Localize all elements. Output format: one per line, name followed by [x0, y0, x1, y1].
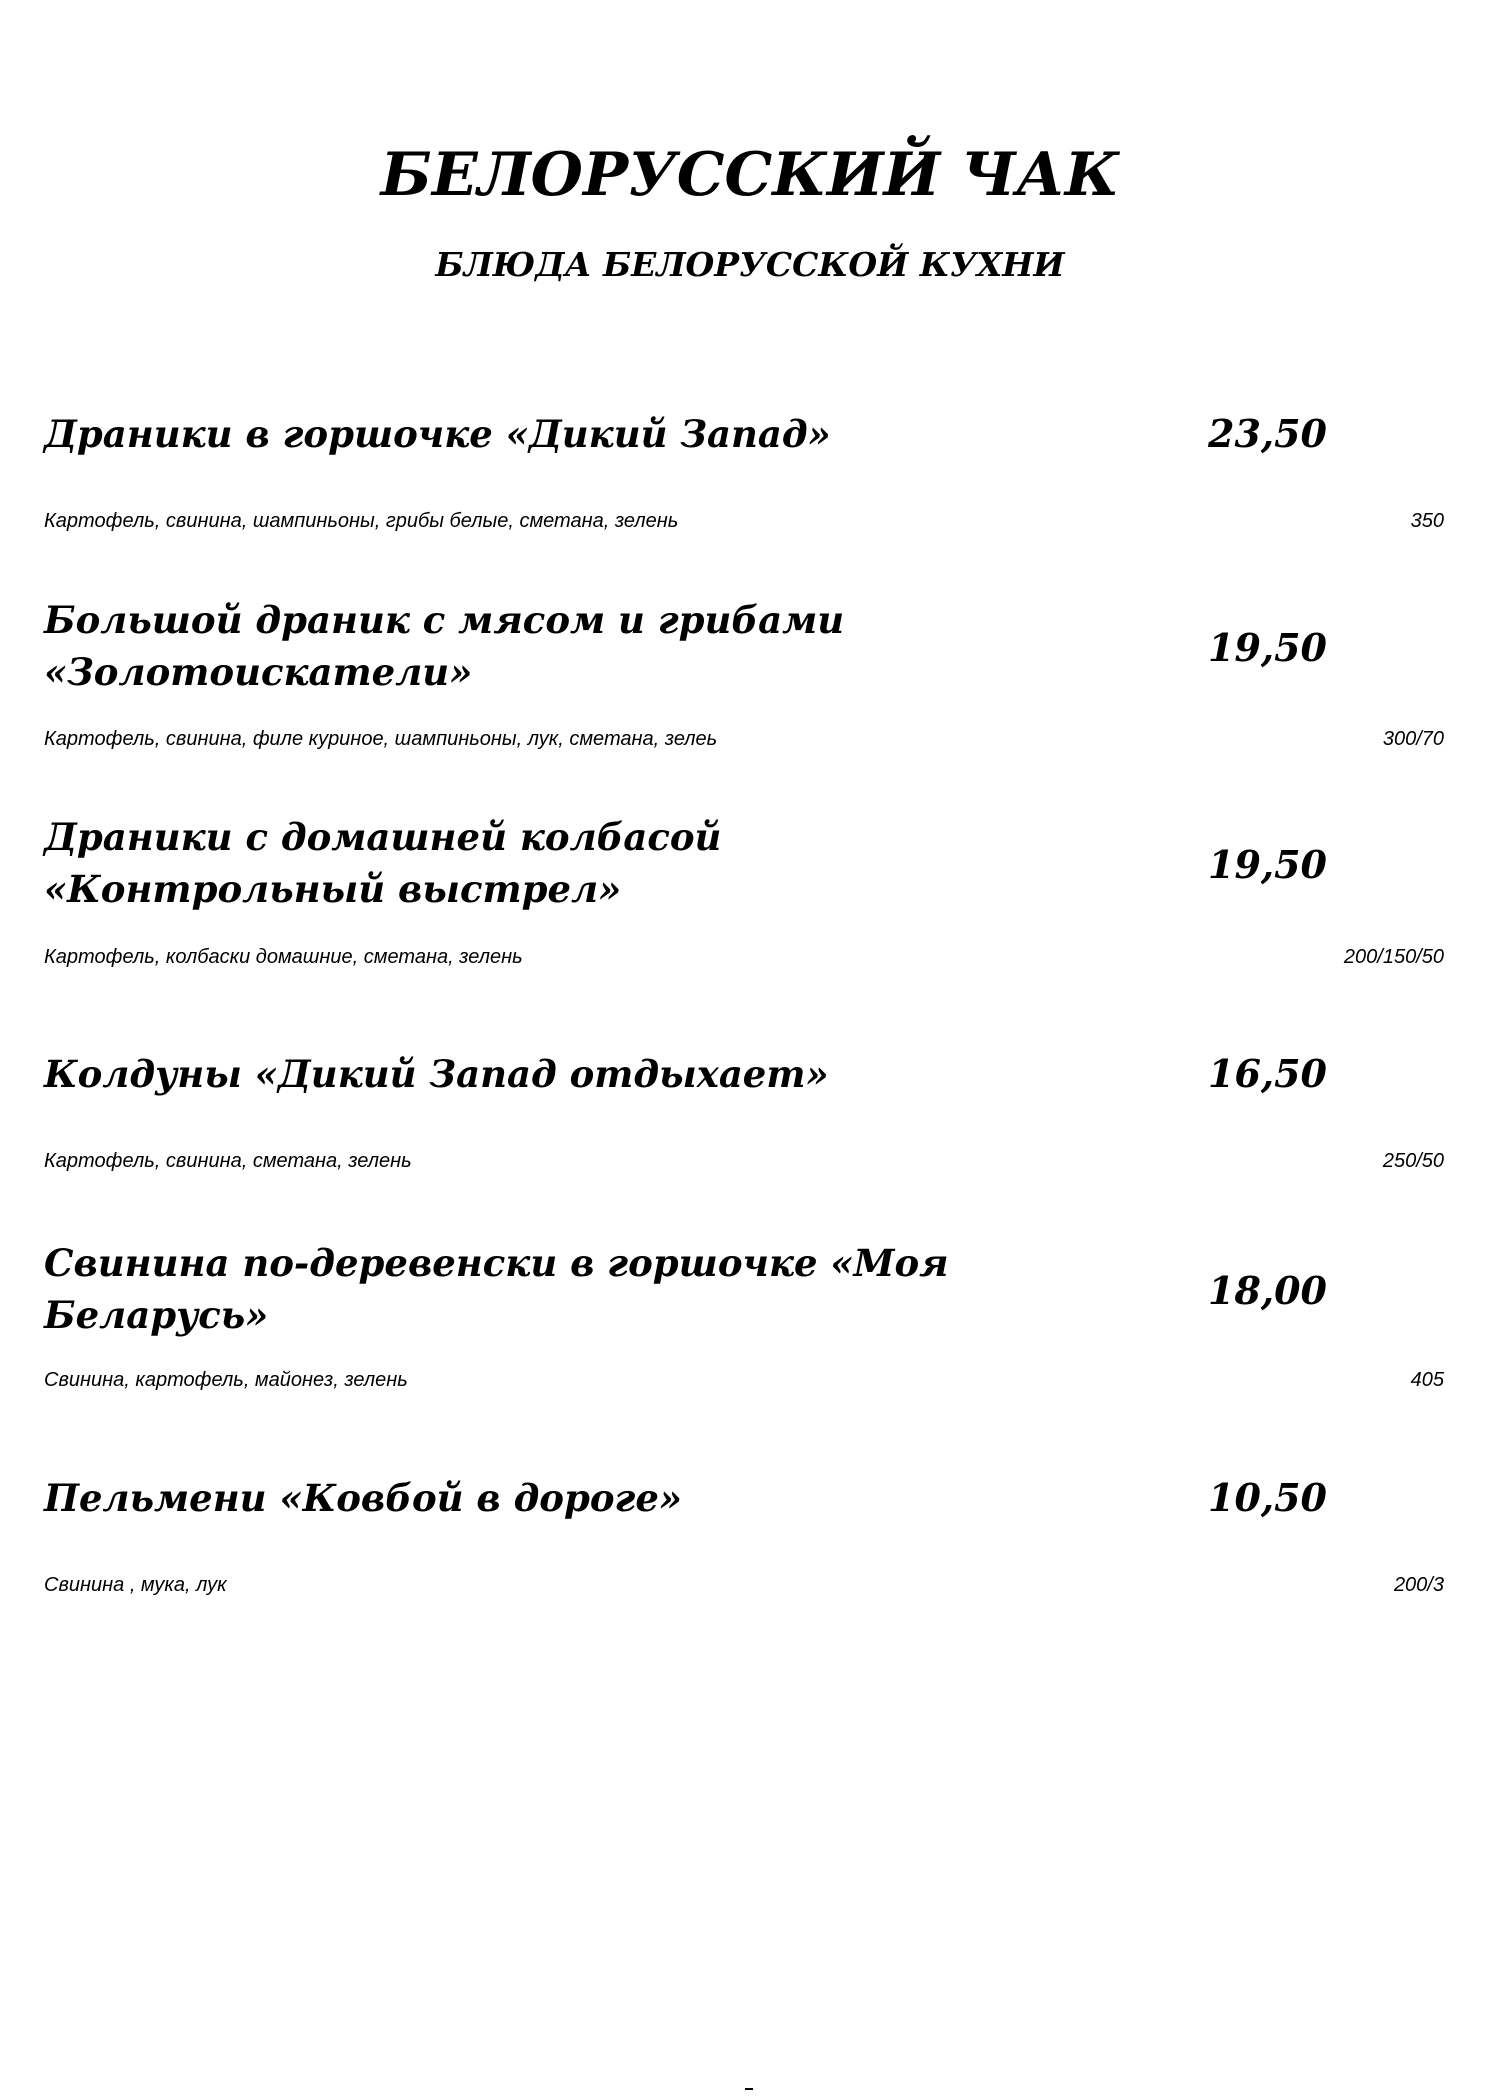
dish-name: Большой драник с мясом и грибами «Золотоискатели»	[44, 598, 845, 694]
dish-price: 19,50	[1208, 625, 1327, 670]
dish-weight: 200/150/50	[1343, 946, 1444, 968]
menu-subtitle: БЛЮДА БЕЛОРУССКОЙ КУХНИ	[435, 245, 1065, 284]
dish-price: 23,50	[1208, 411, 1327, 456]
dish-description: Свинина, картофель, майонез, зелень	[44, 1369, 408, 1391]
dish-weight: 405	[1410, 1369, 1444, 1391]
dish-price: 10,50	[1208, 1475, 1327, 1520]
dish-weight: 300/70	[1382, 728, 1444, 750]
dish-description: Картофель, свинина, сметана, зелень	[44, 1150, 412, 1172]
menu-title: БЕЛОРУССКИЙ ЧАК	[380, 140, 1120, 210]
dish-name: Драники в горшочке «Дикий Запад»	[44, 412, 831, 456]
dish-description: Свинина , мука, лук	[44, 1574, 227, 1596]
dish-name: Свинина по-деревенски в горшочке «Моя Беларусь»	[44, 1241, 949, 1337]
page-footer-mark	[745, 2088, 753, 2090]
dish-description: Картофель, свинина, филе куриное, шампиньоны, лук, сметана, зелеь	[44, 728, 718, 750]
dish-price: 19,50	[1208, 842, 1327, 887]
dish-weight: 250/50	[1382, 1150, 1444, 1172]
dish-name: Пельмени «Ковбой в дороге»	[44, 1476, 683, 1520]
dish-description: Картофель, свинина, шампиньоны, грибы белые, сметана, зелень	[44, 510, 679, 532]
dish-name: Драники с домашней колбасой «Контрольный выстрел»	[44, 815, 722, 911]
dish-price: 18,00	[1208, 1268, 1327, 1313]
dish-description: Картофель, колбаски домашние, сметана, зелень	[44, 946, 523, 968]
dish-name: Колдуны «Дикий Запад отдыхает»	[44, 1052, 829, 1096]
dish-price: 16,50	[1208, 1051, 1327, 1096]
dish-weight: 350	[1410, 510, 1444, 532]
dish-weight: 200/3	[1393, 1574, 1444, 1596]
